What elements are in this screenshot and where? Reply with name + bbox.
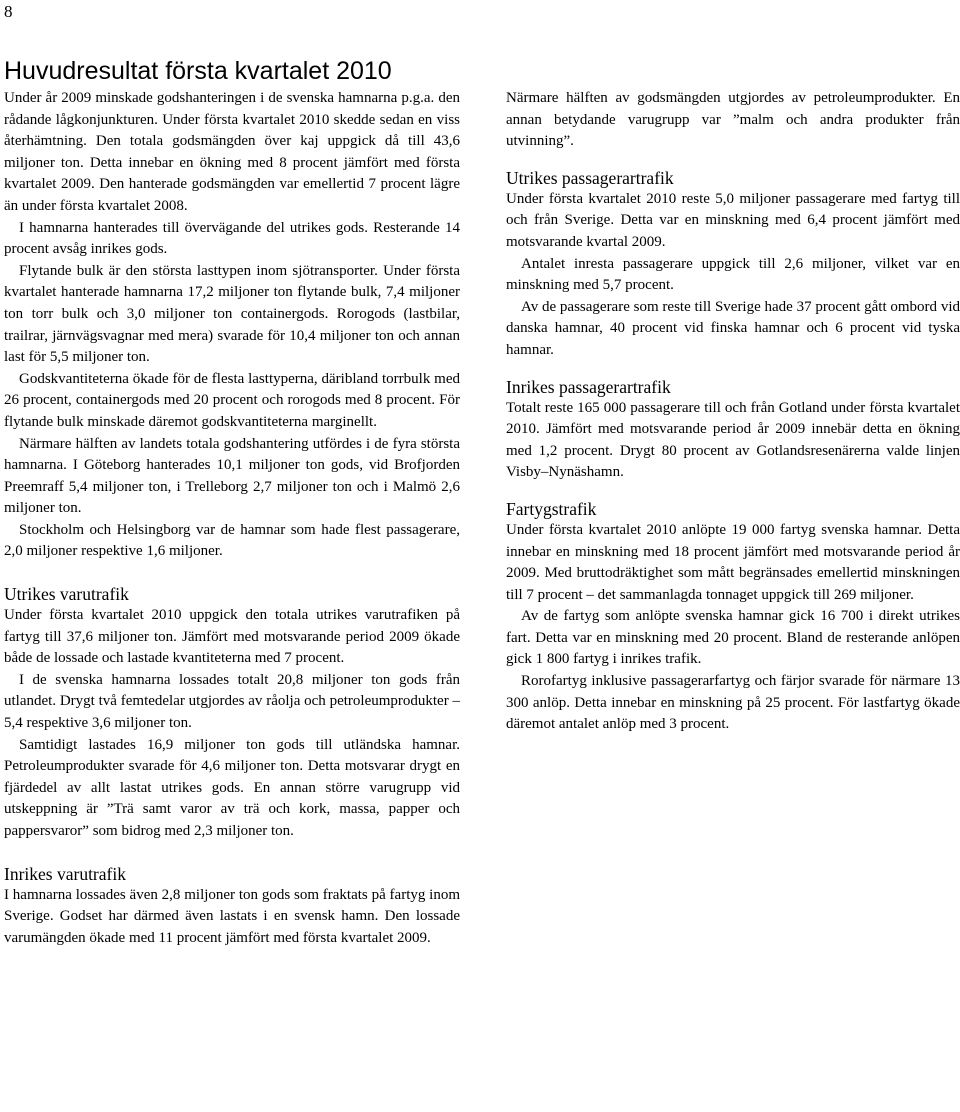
- section-paragraph: I hamnarna lossades även 2,8 miljoner ton gods som fraktats på fartyg inom Sverige. Godset har därmed även lastats i en svensk hamn. Den lossade varumängden ökade med 11 procent jämfört med första kvartalet 2009.: [4, 886, 460, 946]
- intro-paragraph: Godskvantiteterna ökade för de flesta lasttyperna, däribland torrbulk med 26 procent, containergods med 20 procent och rorogods med 8 procent. För flytande bulk minskade däremot godskvantiteterna marginellt.: [4, 370, 460, 430]
- section-paragraph: I de svenska hamnarna lossades totalt 20,8 miljoner ton gods från utlandet. Drygt två femtedelar utgjordes av råolja och petroleumprodukter – 5,4 respektive 3,6 miljoner ton.: [4, 671, 460, 732]
- intro-paragraph: Stockholm och Helsingborg var de hamnar som hade flest passagerare, 2,0 miljoner respektive 1,6 miljoner.: [4, 521, 460, 560]
- section-paragraph: Samtidigt lastades 16,9 miljoner ton gods till utländska hamnar. Petroleumprodukter svarade för 4,6 miljoner ton. Detta motsvarar drygt en fjärdedel av allt lastat utrikes gods. En annan större varugrupp vid utskeppning är ”Trä samt varor av trä och kork, massa, papper och pappersvaror” som bidrog med 2,3 miljoner ton.: [4, 736, 460, 839]
- section-heading-utrikes-varutrafik: Utrikes varutrafik: [4, 584, 129, 605]
- intro-paragraph: I hamnarna hanterades till övervägande del utrikes gods. Resterande 14 procent avsåg inrikes gods.: [4, 219, 460, 258]
- left-column: [4, 88, 460, 949]
- intro-paragraph: Närmare hälften av godsmängden utgjordes av petroleumprodukter. En annan betydande varugrupp var ”malm och andra produkter från utvinning”.: [506, 90, 960, 150]
- intro-paragraph: Under år 2009 minskade godshanteringen i de svenska hamnarna p.g.a. den rådande lågkonjunkturen. Under första kvartalet 2010 skedde sedan en viss återhämtning. Den totala godsmängden över kaj uppgick då till 43,6 miljoner ton. Detta innebar en ökning med 8 procent jämfört med första kvartalet 2009. Den hanterade godsmängden var emellertid 7 procent lägre än under första kvartalet 2008.: [4, 90, 460, 214]
- section-paragraph: Under första kvartalet 2010 uppgick den totala utrikes varutrafiken på fartyg till 37,6 miljoner ton. Jämfört med motsvarande period 2009 ökade både de lossade och lastade kvantiteterna med 7 procent.: [4, 607, 460, 667]
- section-heading-inrikes-varutrafik: Inrikes varutrafik: [4, 863, 126, 884]
- section-heading-inrikes-passagerartrafik: Inrikes passagerartrafik: [506, 376, 671, 397]
- section-paragraph: Av de fartyg som anlöpte svenska hamnar gick 16 700 i direkt utrikes fart. Detta var en minskning med 20 procent. Bland de resterande anlöpen gick 1 800 fartyg i inrikes trafik.: [506, 608, 960, 668]
- section-paragraph: Under första kvartalet 2010 anlöpte 19 000 fartyg svenska hamnar. Detta innebar en minskning med 18 procent jämfört med motsvarande period år 2009. Med bruttodräktighet som mått begränsades emellertid minskningen till 7 procent – det sammanlagda tonnaget uppgick till 269 miljoner.: [506, 521, 960, 603]
- section-heading-fartygstrafik: Fartygstrafik: [506, 498, 597, 519]
- section-paragraph: Rorofartyg inklusive passagerarfartyg och färjor svarade för närmare 13 300 anlöp. Detta innebar en minskning på 25 procent. För lastfartyg ökade däremot antalet anlöp med 3 procent.: [506, 673, 960, 733]
- intro-paragraph: Flytande bulk är den största lasttypen inom sjötransporter. Under första kvartalet hanterade hamnarna 17,2 miljoner ton flytande bulk, 7,4 miljoner ton torr bulk och 3,0 miljoner ton containergods. Rorogods (lastbilar, trailrar, järnvägsvagnar med mera) svarade för 10,4 miljoner ton och annan last för 5,5 miljoner ton.: [4, 262, 460, 366]
- page-title: Huvudresultat första kvartalet 2010: [4, 57, 392, 85]
- right-column: [506, 88, 960, 736]
- page-number: 8: [4, 2, 13, 21]
- section-paragraph: Antalet inresta passagerare uppgick till 2,6 miljoner, vilket var en minskning med 5,7 procent.: [506, 255, 960, 294]
- section-heading-utrikes-passagerartrafik: Utrikes passagerartrafik: [506, 167, 674, 188]
- section-paragraph: Totalt reste 165 000 passagerare till och från Gotland under första kvartalet 2010. Jämfört med motsvarande period år 2009 innebär detta en ökning med 1,2 procent. Drygt 80 procent av Gotlandsresenärerna valde linjen Visby–Nynäshamn.: [506, 399, 960, 481]
- section-paragraph: Under första kvartalet 2010 reste 5,0 miljoner passagerare med fartyg till och från Sverige. Detta var en minskning med 6,4 procent jämfört med motsvarande kvartal 2009.: [506, 190, 960, 250]
- section-paragraph: Av de passagerare som reste till Sverige hade 37 procent gått ombord vid danska hamnar, 40 procent vid finska hamnar och 6 procent vid tyska hamnar.: [506, 298, 960, 358]
- intro-paragraph: Närmare hälften av landets totala godshantering utfördes i de fyra största hamnarna. I Göteborg hanterades 10,1 miljoner ton gods, vid Brofjorden Preemraff 5,4 miljoner ton, i Trelleborg 2,7 miljoner ton och i Malmö 2,6 miljoner ton.: [4, 435, 460, 517]
